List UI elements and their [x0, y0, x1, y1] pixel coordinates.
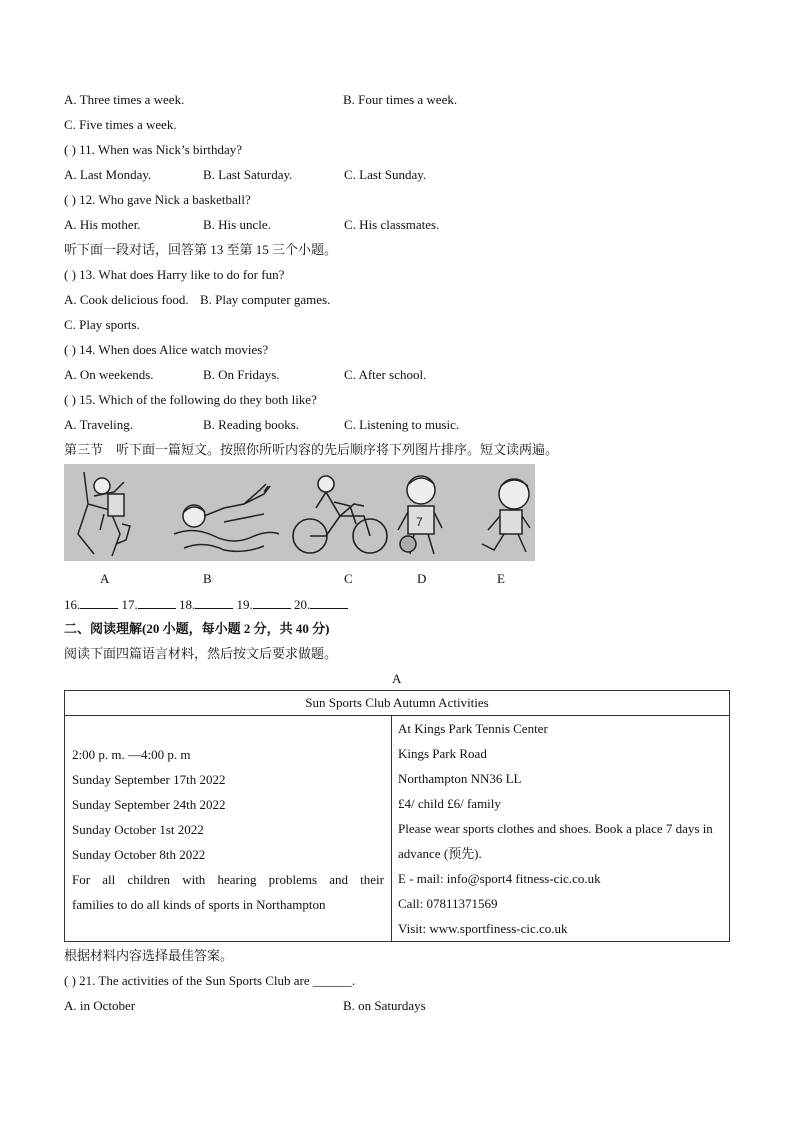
- q11-stem: ( ) 11. When was Nick’s birthday?: [64, 142, 242, 157]
- svg-text:7: 7: [416, 515, 423, 529]
- picture-label-e: E: [497, 571, 505, 586]
- blank-19-label: 19.: [236, 597, 253, 612]
- q12-option-c: C. His classmates.: [344, 217, 440, 232]
- table-left-cell: [65, 716, 392, 942]
- blank-18-label: 18.: [179, 597, 196, 612]
- q14-stem: ( ) 14. When does Alice watch movies?: [64, 342, 269, 357]
- q13-option-a: A. Cook delicious food.: [64, 292, 189, 307]
- q21-option-a: A. in October: [64, 998, 136, 1013]
- date-1: Sunday September 17th 2022: [72, 772, 226, 787]
- passage-a-label: A: [392, 671, 402, 686]
- q11-option-b: B. Last Saturday.: [203, 167, 293, 182]
- date-2: Sunday September 24th 2022: [72, 797, 226, 812]
- q12-stem: ( ) 12. Who gave Nick a basketball?: [64, 192, 251, 207]
- price: £4/ child £6/ family: [398, 796, 501, 811]
- section-3-instruction: 第三节 听下面一篇短文。按照你所听内容的先后顺序将下列图片排序。短文读两遍。: [64, 442, 559, 457]
- q13-option-c: C. Play sports.: [64, 317, 140, 332]
- table-header: Sun Sports Club Autumn Activities: [65, 691, 730, 716]
- blank-20-label: 20.: [294, 597, 311, 612]
- q14-option-a: A. On weekends.: [64, 367, 154, 382]
- instruction-13-15: 听下面一段对话，回答第 13 至第 15 三个小题。: [64, 242, 338, 257]
- q11-option-a: A. Last Monday.: [64, 167, 152, 182]
- q14-option-c: C. After school.: [344, 367, 427, 382]
- q11-option-c: C. Last Sunday.: [344, 167, 427, 182]
- venue: At Kings Park Tennis Center: [398, 721, 548, 736]
- blank-18[interactable]: [195, 596, 233, 609]
- email: E - mail: info@sport4 fitness-cic.co.uk: [398, 871, 601, 886]
- description-line-2: families to do all kinds of sports in Northampton: [72, 897, 326, 912]
- q15-option-c: C. Listening to music.: [344, 417, 460, 432]
- wear-note-2: advance (预先).: [398, 846, 482, 861]
- picture-label-b: B: [203, 571, 212, 586]
- answer-blanks: [64, 596, 348, 613]
- phone: Call: 07811371569: [398, 896, 498, 911]
- part-2-instruction: 阅读下面四篇语言材料，然后按文后要求做题。: [64, 646, 338, 661]
- blank-17-label: 17.: [121, 597, 138, 612]
- q14-option-b: B. On Fridays.: [203, 367, 280, 382]
- choose-instruction: 根据材料内容选择最佳答案。: [64, 948, 234, 963]
- description-line-1: For all children with hearing problems and their: [72, 872, 384, 887]
- q21-option-b: B. on Saturdays: [343, 998, 426, 1013]
- q12-option-a: A. His mother.: [64, 217, 141, 232]
- q10-option-c: C. Five times a week.: [64, 117, 177, 132]
- picture-label-a: A: [100, 571, 110, 586]
- q10-option-b: B. Four times a week.: [343, 92, 458, 107]
- road: Kings Park Road: [398, 746, 487, 761]
- q21-stem: ( ) 21. The activities of the Sun Sports Club are ______.: [64, 973, 356, 988]
- picture-label-c: C: [344, 571, 353, 586]
- time-range: 2:00 p. m. —4:00 p. m: [72, 747, 191, 762]
- picture-strip: [64, 464, 535, 561]
- part-2-title: 二、阅读理解(20 小题，每小题 2 分，共 40 分): [64, 621, 330, 636]
- q10-option-a: A. Three times a week.: [64, 92, 185, 107]
- q13-option-b: B. Play computer games.: [200, 292, 331, 307]
- blank-16[interactable]: [80, 596, 118, 609]
- website: Visit: www.sportfiness-cic.co.uk: [398, 921, 568, 936]
- q15-option-b: B. Reading books.: [203, 417, 300, 432]
- q13-stem: ( ) 13. What does Harry like to do for fun?: [64, 267, 285, 282]
- blank-20[interactable]: [310, 596, 348, 609]
- blank-16-label: 16.: [64, 597, 81, 612]
- q12-option-b: B. His uncle.: [203, 217, 271, 232]
- table-right-cell: [392, 716, 730, 942]
- picture-label-d: D: [417, 571, 427, 586]
- q15-stem: ( ) 15. Which of the following do they both like?: [64, 392, 317, 407]
- activities-table: [64, 690, 730, 942]
- wear-note-1: Please wear sports clothes and shoes. Book a place 7 days in: [398, 821, 713, 836]
- q15-option-a: A. Traveling.: [64, 417, 133, 432]
- date-4: Sunday October 8th 2022: [72, 847, 206, 862]
- blank-17[interactable]: [138, 596, 176, 609]
- postcode: Northampton NN36 LL: [398, 771, 522, 786]
- blank-19[interactable]: [253, 596, 291, 609]
- date-3: Sunday October 1st 2022: [72, 822, 204, 837]
